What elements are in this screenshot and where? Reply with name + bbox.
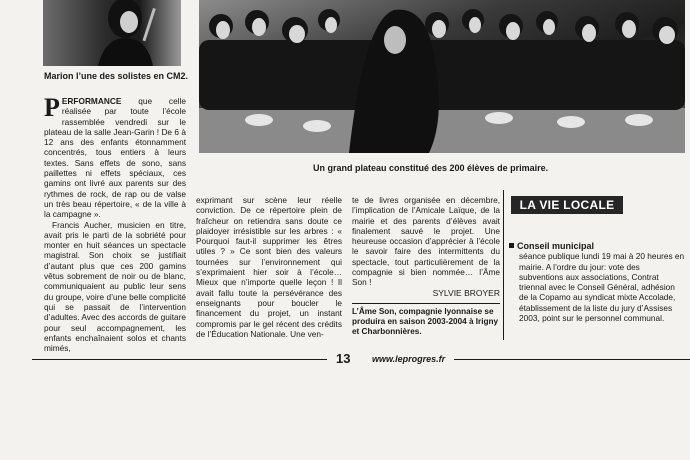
column-divider bbox=[503, 190, 504, 340]
article-dropcap: P bbox=[44, 93, 60, 122]
vie-locale-column bbox=[509, 241, 685, 323]
article-paragraph-1: que celle réalisée par toute l’école rassemblée vendredi sur le plateau de la salle Jean-Garin ! De 6 à 12 ans des enfants étonnamment concentrés, tous entiers à leurs textes. Sans effets de sono, sans paillettes ni effets spéciaux, ces gamins ont livré aux parents sur des rythmes de rock, de rap ou de valse un très beau répertoire, « de la ville à la campagne ». bbox=[44, 96, 186, 220]
footer-site: www.leprogres.fr bbox=[372, 354, 446, 364]
photo-marion-caption: Marion l’une des solistes en CM2. bbox=[44, 71, 189, 81]
article-column-3 bbox=[352, 195, 500, 298]
article-signature: SYLVIE BROYER bbox=[432, 287, 500, 298]
box-note: L’Âme Son, compagnie lyonnaise se produira en saison 2003-2004 à Irigny et Charbonnières. bbox=[352, 307, 499, 336]
photo-marion bbox=[43, 0, 181, 66]
article-column-2: exprimant sur scène leur réelle conviction. De ce répertoire plein de fraîcheur on retiendra sans doute ce plaidoyer irrésistible sur les arbres : « Pourquoi faut-il supprimer les êtres utiles ? » Ce sont bien des valeurs tournées sur l’environnement qui s’exprimaient hier soir à l’école… Mieux que n’importe quelle leçon ! Il avait fallu toute la persévérance des enseignants pour boucler le financement du projet, un instant compromis par le gel récent des crédits de l’Éducation Nationale. Une ven- bbox=[196, 195, 342, 339]
photo-stage-caption: Un grand plateau constitué des 200 élèves de primaire. bbox=[313, 163, 549, 173]
article-paragraph-2: Francis Aucher, musicien en titre, avait pris le parti de la sobriété pour monter en huit séances un spectacle magistral. Son choix se justifiait d’autant plus que ces 200 gamins vêtus sobrement de noir ou de blanc, communiquaient au public leur sens du groupe, voire d’une belle complicité qui se passait de l’intervention d’adultes. Avec des accords de guitare pour seul accompagnement, les enfants enchaînaient solos et chants mimés, bbox=[44, 219, 186, 354]
photo-stage-children bbox=[199, 0, 685, 153]
vie-locale-body: séance publique lundi 19 mai à 20 heures en mairie. A l’ordre du jour: vote des subventions aux associations, Contrat triennal avec le Conseil Général, adhésion de la Copamo au syndicat mixte Accolade, établissement de la liste du jury d’Assises 2003, point sur le personnel communal. bbox=[519, 251, 685, 324]
footer-rule-right bbox=[454, 359, 690, 360]
article-lead-word: ERFORMANCE bbox=[61, 96, 122, 106]
vie-locale-heading bbox=[509, 241, 685, 251]
vie-locale-rubric: LA VIE LOCALE bbox=[511, 196, 623, 214]
article-column-1 bbox=[44, 93, 186, 354]
page-number: 13 bbox=[336, 351, 351, 366]
vie-locale-heading-text: Conseil municipal bbox=[517, 241, 595, 251]
photo-marion-figure bbox=[43, 0, 181, 66]
box-note-rule bbox=[352, 303, 500, 304]
bullet-square-icon bbox=[509, 243, 514, 248]
footer-rule-left bbox=[32, 359, 327, 360]
article-paragraph-3: te de livres organisée en décembre, l’implication de l’Amicale Laïque, de la mairie et des parents d’élèves avait finalement sauvé le projet. Une heureuse occasion d’apprécier à l’école le savoir faire des intermittents du spectacle, tout particulièrement de la compagnie si bien nommée… l’Âme Son ! bbox=[352, 195, 500, 288]
article-lead-paragraph bbox=[44, 93, 186, 220]
photo-stage-figures bbox=[199, 0, 685, 153]
